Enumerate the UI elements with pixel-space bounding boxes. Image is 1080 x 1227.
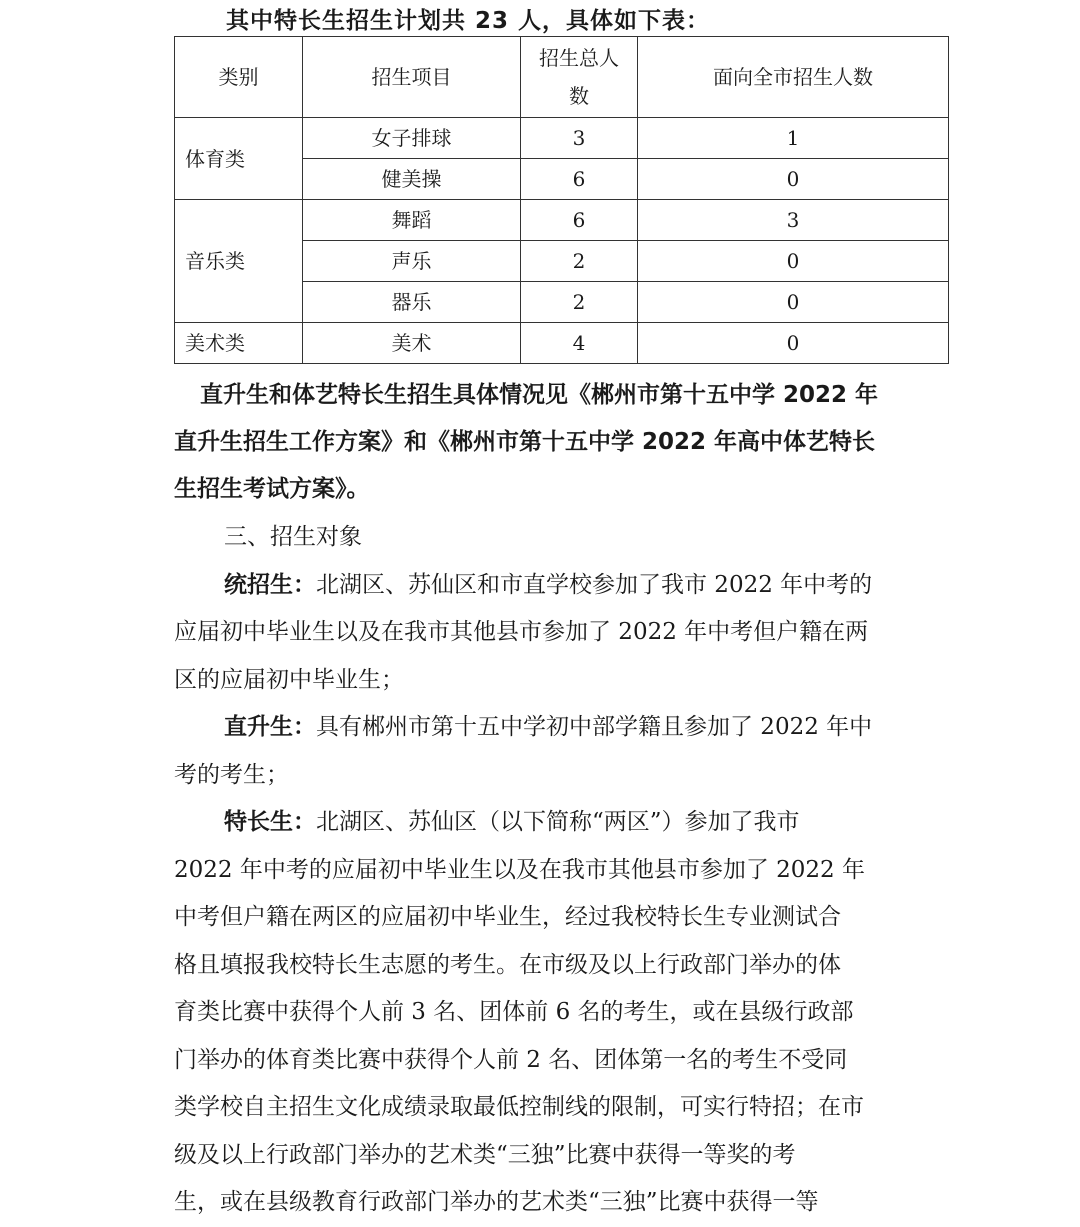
section-heading: 三、招生对象 (224, 524, 362, 550)
paragraph-line: 生招生考试方案》。 (174, 476, 370, 502)
category-music: 音乐类 (175, 200, 303, 323)
category-sports: 体育类 (175, 118, 303, 200)
header-item: 招生项目 (303, 37, 521, 118)
total-cell: 2 (521, 282, 638, 323)
table-row (175, 118, 949, 159)
paragraph-line: 直升生招生工作方案》和《郴州市第十五中学 2022 年高中体艺特长 (174, 429, 876, 455)
paragraph-line: 格且填报我校特长生志愿的考生。在市级及以上行政部门举办的体 (174, 951, 841, 978)
citywide-cell: 1 (638, 118, 949, 159)
total-cell: 3 (521, 118, 638, 159)
paragraph-line: 直升生和体艺特长生招生具体情况见《郴州市第十五中学 2022 年 (200, 382, 879, 408)
table-header-row (175, 37, 949, 118)
paragraph-line: 2022 年中考的应届初中毕业生以及在我市其他县市参加了 2022 年 (174, 856, 865, 883)
item-cell: 器乐 (303, 282, 521, 323)
paragraph-line: 门举办的体育类比赛中获得个人前 2 名、团体第一名的考生不受同 (174, 1046, 848, 1073)
total-cell: 2 (521, 241, 638, 282)
paragraph-line: 直升生：具有郴州市第十五中学初中部学籍且参加了 2022 年中 (224, 714, 873, 740)
citywide-cell: 0 (638, 323, 949, 364)
paragraph-line: 育类比赛中获得个人前 3 名、团体前 6 名的考生，或在县级行政部 (174, 999, 854, 1025)
header-category: 类别 (175, 37, 303, 118)
total-cell: 6 (521, 200, 638, 241)
item-cell: 健美操 (303, 159, 521, 200)
citywide-cell: 0 (638, 241, 949, 282)
citywide-cell: 0 (638, 159, 949, 200)
paragraph-line: 特长生：北湖区、苏仙区（以下简称“两区”）参加了我市 (224, 809, 800, 835)
item-cell: 美术 (303, 323, 521, 364)
header-citywide: 面向全市招生人数 (638, 37, 949, 118)
reference-paragraph (174, 372, 930, 513)
paragraph-line: 应届初中毕业生以及在我市其他县市参加了 2022 年中考但户籍在两 (174, 619, 869, 645)
paragraph-line: 类学校自主招生文化成绩录取最低控制线的限制，可实行特招；在市 (174, 1094, 864, 1120)
total-cell: 4 (521, 323, 638, 364)
total-cell: 6 (521, 159, 638, 200)
category-art: 美术类 (175, 323, 303, 364)
item-cell: 舞蹈 (303, 200, 521, 241)
item-cell: 女子排球 (303, 118, 521, 159)
paragraph-line: 考的考生； (174, 761, 289, 788)
lead-direct: 直升生： (224, 714, 316, 740)
paragraph-line: 区的应届初中毕业生； (174, 666, 404, 693)
citywide-cell: 3 (638, 200, 949, 241)
item-cell: 声乐 (303, 241, 521, 282)
table-row (175, 323, 949, 364)
paragraph-line: 统招生：北湖区、苏仙区和市直学校参加了我市 2022 年中考的 (224, 571, 873, 598)
paragraph-line: 级及以上行政部门举办的艺术类“三独”比赛中获得一等奖的考 (174, 1141, 796, 1168)
special-students-table (174, 36, 949, 364)
paragraph-line: 中考但户籍在两区的应届初中毕业生，经过我校特长生专业测试合 (174, 904, 841, 930)
header-total-line-1: 招生总人 (539, 46, 619, 70)
header-total-line-2: 数 (569, 84, 589, 108)
header-total (521, 37, 638, 118)
citywide-cell: 0 (638, 282, 949, 323)
table-row (175, 200, 949, 241)
paragraph-line: 生，或在县级教育行政部门举办的艺术类“三独”比赛中获得一等 (174, 1189, 819, 1215)
body-text (174, 514, 934, 1227)
lead-special: 特长生： (224, 809, 316, 835)
lead-unified: 统招生： (224, 571, 316, 598)
table-intro: 其中特长生招生计划共 23 人，具体如下表： (226, 8, 711, 34)
